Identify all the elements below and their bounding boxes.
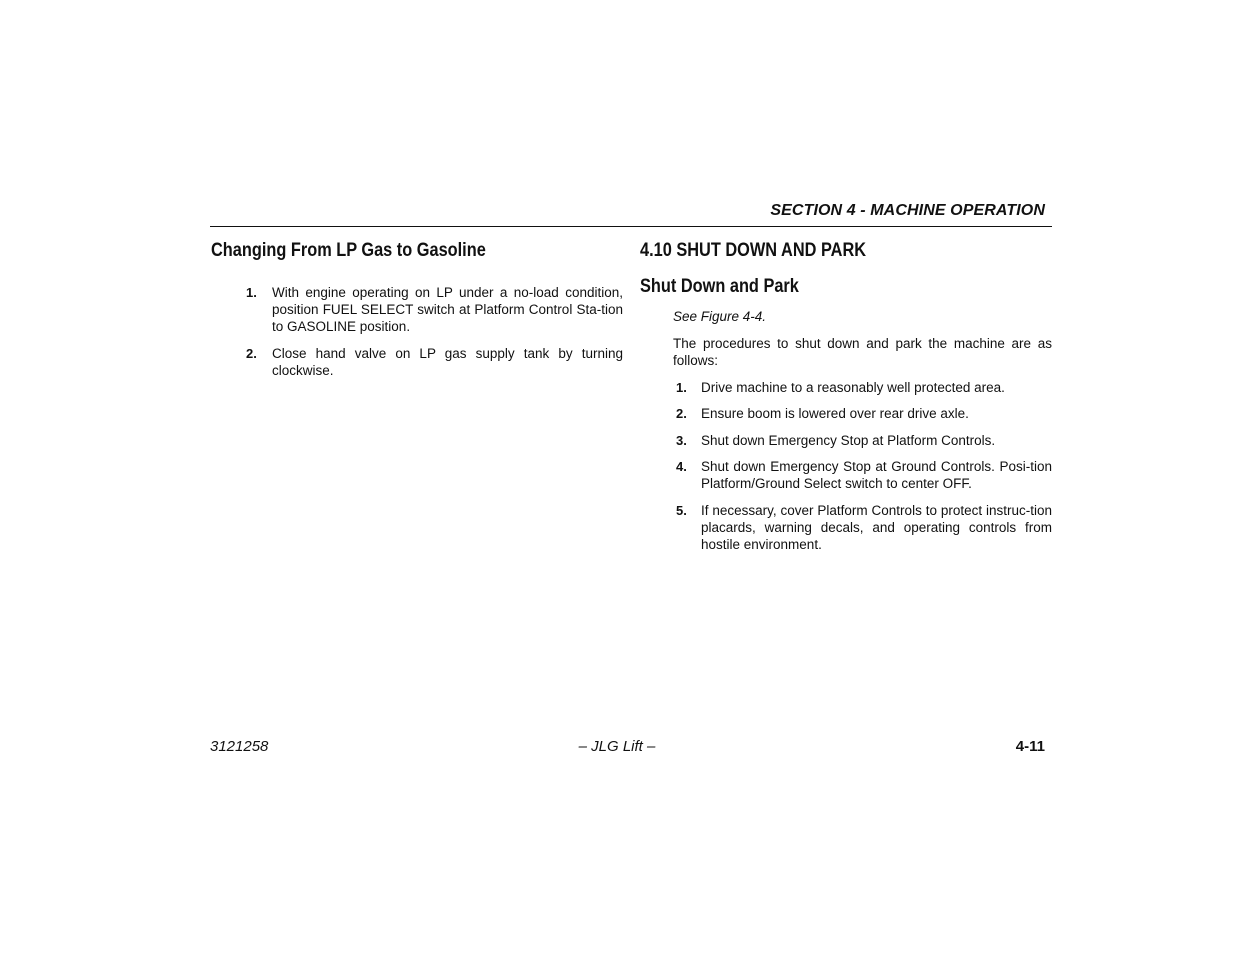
- step-text: With engine operating on LP under a no-load condition, position FUEL SELECT switch at Platform Control Sta-tion to GASOLINE position.: [272, 285, 623, 334]
- step-number: 4.: [676, 459, 687, 474]
- header-rule: [210, 226, 1052, 227]
- step-number: 2.: [246, 346, 257, 361]
- section-heading: 4.10 SHUT DOWN AND PARK: [640, 240, 867, 261]
- step-number: 2.: [676, 406, 687, 421]
- page-number: 4-11: [1015, 738, 1045, 755]
- intro-paragraph: The procedures to shut down and park the machine are as follows:: [673, 336, 1052, 368]
- footer-center: – JLG Lift –: [578, 738, 656, 755]
- see-figure-ref: See Figure 4-4.: [673, 309, 767, 324]
- step-text: Shut down Emergency Stop at Platform Controls.: [701, 433, 996, 448]
- step-text: Shut down Emergency Stop at Ground Controls. Posi-tion Platform/Ground Select switch to center OFF.: [701, 459, 1052, 491]
- step-number: 3.: [676, 433, 687, 448]
- left-heading: Changing From LP Gas to Gasoline: [211, 240, 486, 261]
- step-text: Close hand valve on LP gas supply tank by turning clockwise.: [272, 346, 623, 378]
- step-number: 1.: [246, 285, 257, 300]
- step-text: If necessary, cover Platform Controls to protect instruc-tion placards, warning decals, and operating controls from hostile environment.: [701, 503, 1052, 552]
- doc-number: 3121258: [210, 738, 269, 755]
- subheading: Shut Down and Park: [640, 276, 799, 297]
- section-header: SECTION 4 - MACHINE OPERATION: [770, 202, 1045, 219]
- step-text: Ensure boom is lowered over rear drive axle.: [701, 406, 969, 421]
- step-text: Drive machine to a reasonably well protected area.: [701, 380, 1005, 395]
- step-number: 1.: [676, 380, 687, 395]
- step-number: 5.: [676, 503, 687, 518]
